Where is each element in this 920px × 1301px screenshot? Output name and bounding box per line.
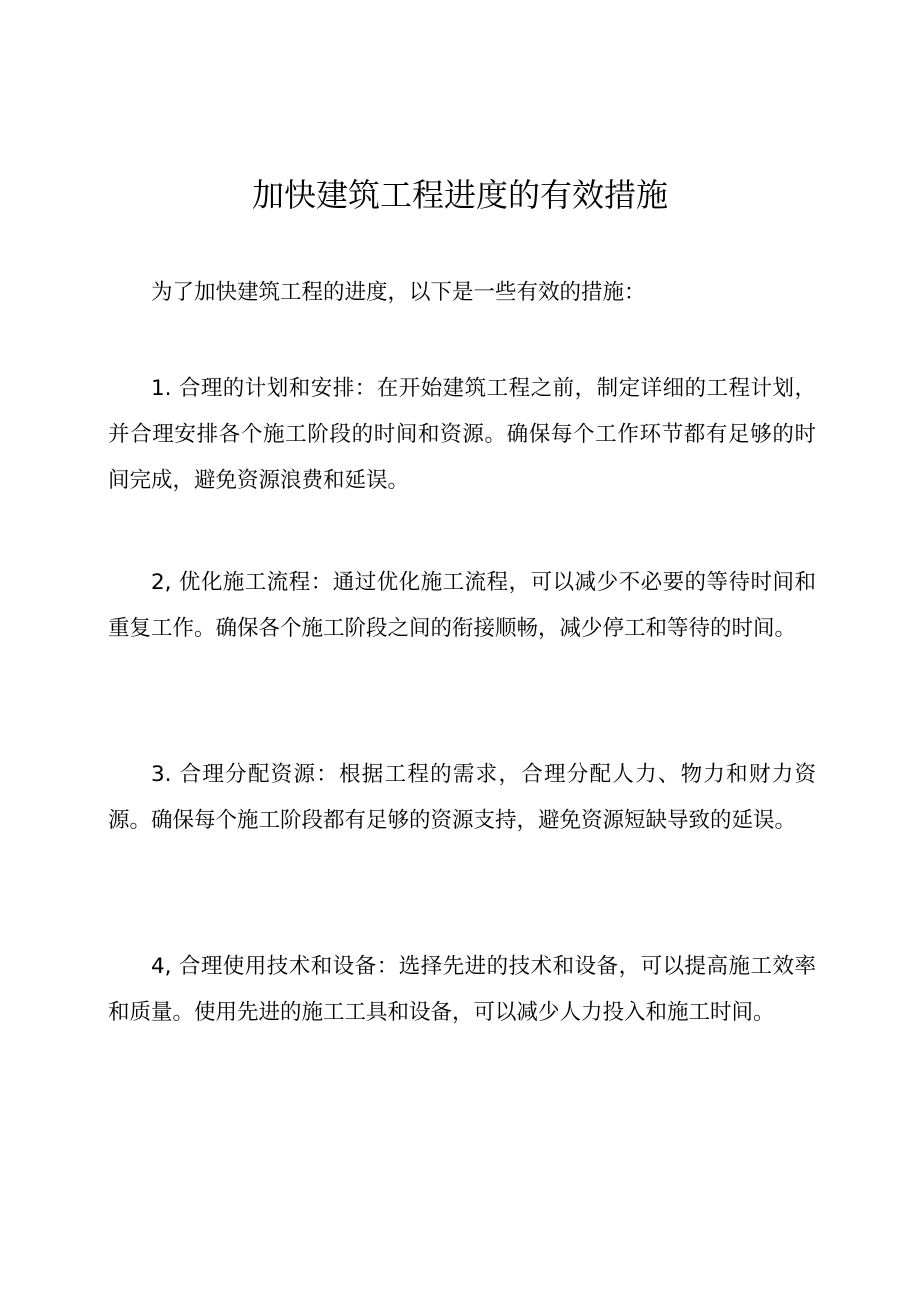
measure-paragraph-2: 2, 优化施工流程：通过优化施工流程，可以减少不必要的等待时间和重复工作。确保各个施工阶段之间的衔接顺畅，减少停工和等待的时间。	[108, 570, 816, 641]
intro-paragraph: 为了加快建筑工程的进度，以下是一些有效的措施：	[151, 280, 646, 305]
measure-paragraph-1: 1. 合理的计划和安排：在开始建筑工程之前，制定详细的工程计划，并合理安排各个施工阶段的时间和资源。确保每个工作环节都有足够的时间完成，避免资源浪费和延误。	[108, 376, 816, 493]
document-title: 加快建筑工程进度的有效措施	[251, 176, 668, 214]
measure-paragraph-3: 3. 合理分配资源：根据工程的需求，合理分配人力、物力和财力资源。确保每个施工阶段都有足够的资源支持，避免资源短缺导致的延误。	[108, 762, 816, 833]
measure-paragraph-4: 4, 合理使用技术和设备：选择先进的技术和设备，可以提高施工效率和质量。使用先进的施工工具和设备，可以减少人力投入和施工时间。	[108, 954, 816, 1025]
